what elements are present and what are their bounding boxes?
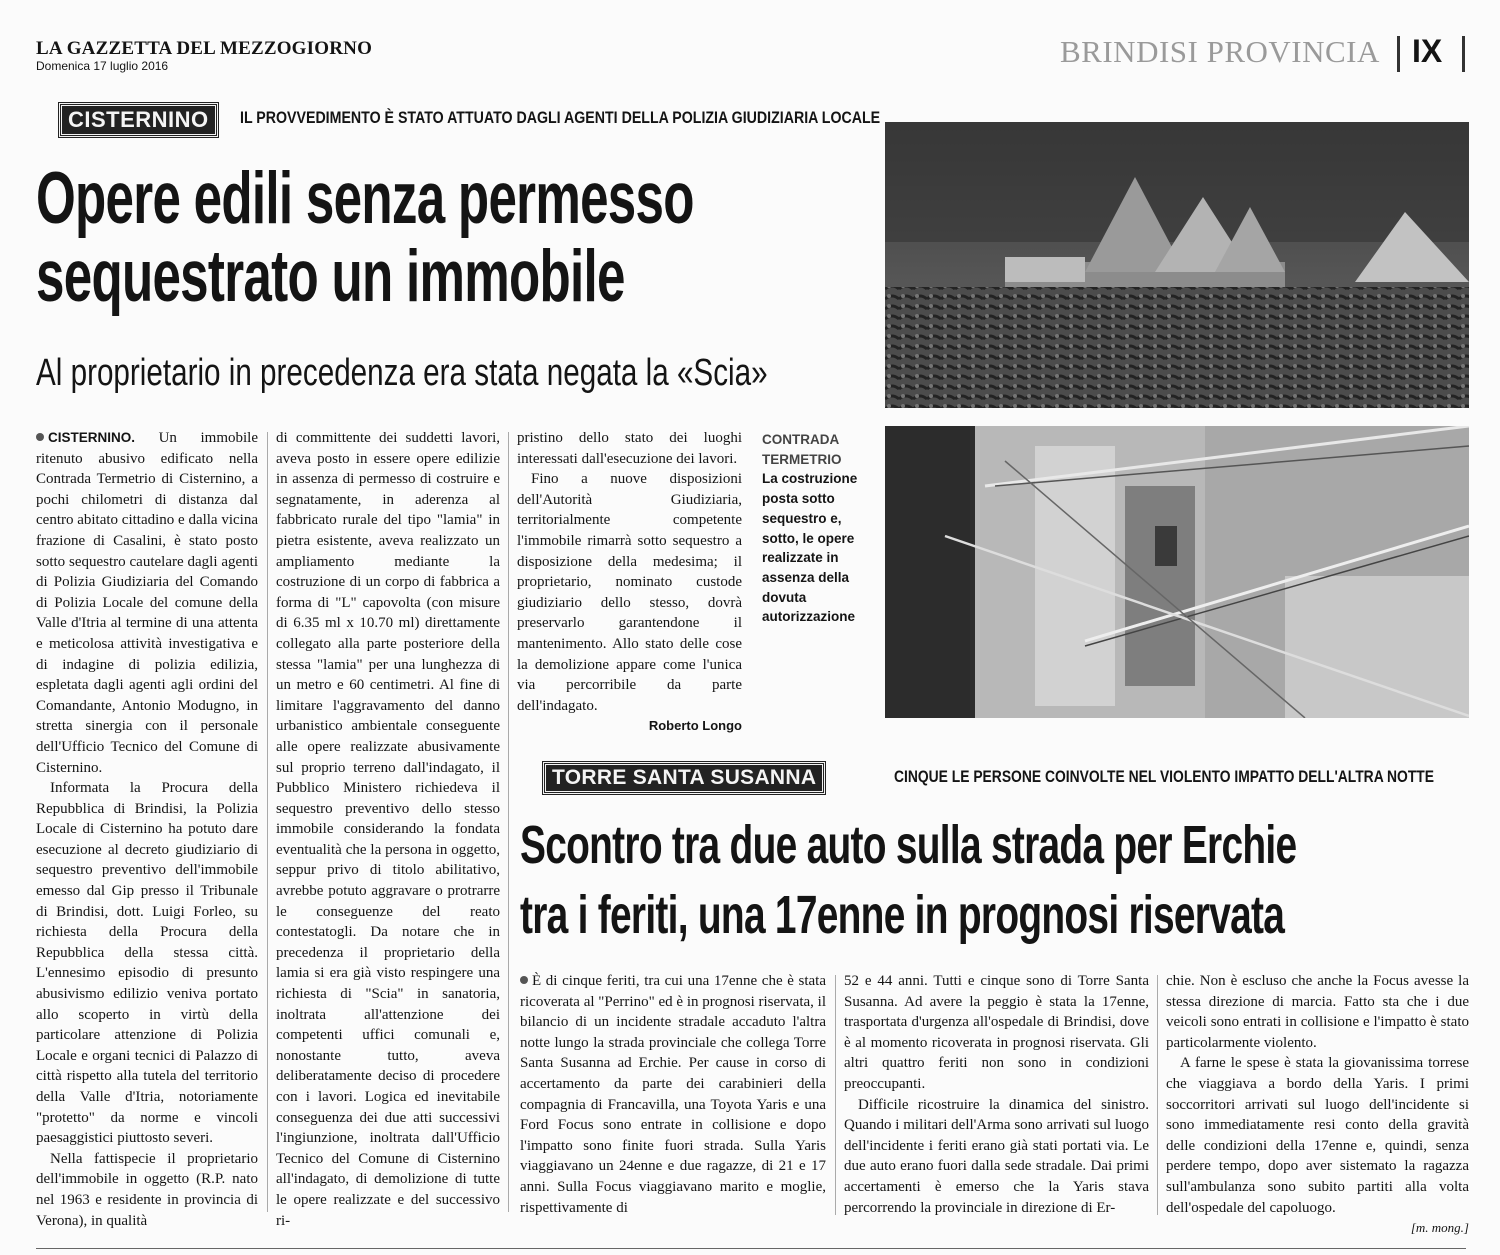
article1-column-1 bbox=[36, 428, 258, 1231]
article1-headline-line1: Opere edili senza permesso bbox=[36, 158, 694, 239]
page-number: IX bbox=[1412, 33, 1443, 69]
article2-column-2 bbox=[844, 971, 1149, 1218]
photo-caption bbox=[762, 430, 872, 627]
article2-kicker-sub: CINQUE LE PERSONE COINVOLTE NEL VIOLENTO IMPATTO DELL'ALTRA NOTTE bbox=[894, 768, 1435, 786]
article1-col1-p3: Nella fattispecie il proprietario dell'immobile in oggetto (R.P. nato nel 1963 e residente in provincia di Verona), in qualità bbox=[36, 1150, 258, 1229]
article2-col3-p1: chie. Non è escluso che anche la Focus avesse la stessa direzione di marcia. Fatto sta che i due veicoli sono entrati in collisione e l'impatto è stato particolarmente violento. bbox=[1166, 973, 1469, 1051]
article2-column-3 bbox=[1166, 971, 1469, 1239]
article1-col1-p2: Informata la Procura della Repubblica di Brindisi, la Polizia Locale di Cisternino ha potuto dare esecuzione al decreto giudiziario di sequestro preventivo dell'immobile emesso dal Gip presso il Tribunale di Brindisi, dott. Luigi Forleo, su richiesta della Procura della Repubblica della stessa città. L'ennesimo episodio di presunto abusivismo edilizio veniva portato allo scoperto in virtù della particolare attenzione di Polizia Locale e organi tecnici di Palazzo di città rispetto alla tutela del territorio della Valle d'Itria, notoriamente "protetto" da norme e vincoli paesaggistici piuttosto severi. bbox=[36, 780, 258, 1147]
article2-col1-p1: È di cinque feriti, tra cui una 17enne che è stata ricoverata al "Perrino" ed è in prognosi riservata, il bilancio di un incidente stradale accaduto l'altra notte lungo la strada provinciale che collega Torre Santa Susanna ad Erchie. Per cause in corso di accertamento da parte dei carabinieri della compagnia di Francavilla, una Toyota Yaris e una Ford Focus sono entrate in collisione e dopo l'impatto sono finite fuori strada. Sulla Yaris viaggiavano un 24enne e due ragazze, di 21 e 17 anni. Sulla Focus viaggiavano marito e moglie, rispettivamente di bbox=[520, 973, 826, 1216]
column-divider bbox=[835, 975, 836, 1215]
caption-title: CONTRADA TERMETRIO bbox=[762, 432, 842, 467]
article1-col2-p1: di committente dei suddetti lavori, aveva posto in essere opere edilizie in assenza di permesso di costruire e segnatamente, in aderenza al fabbricato rurale del tipo "lamia" in pietra esistente, aveva realizzato un ampliamento mediante la costruzione di un corpo di fabbrica a forma di "L" capovolta (con misure di 6.35 ml x 10.70 ml) direttamente collegato alla parte posteriore della stessa "lamia" per una lunghezza di un metro e 60 centimetri. Al fine di limitare l'aggravamento del danno urbanistico ambientale conseguente alle opere realizzate abusivamente sul proprio terreno dall'indagato, il Pubblico Ministero richiedeva il sequestro preventivo dello stesso immobile considerando la fondata eventualità che la persona in oggetto, seppur privo di titolo abilitativo, avrebbe potuto aggravare o protrarre le conseguenze del reato contestatogli. Da notare che in precedenza il proprietario della lamia si era già visto respingere una richiesta di "Scia" in sanatoria, inoltrata all'attenzione dei competenti uffici comunali e, nonostante tutto, aveva deliberatamente deciso di procedere con i lavori. Logica ed inevitabile conseguenza dei due atti successivi l'ingiunzione, inoltrata dall'Ufficio Tecnico del Comune di Cisternino all'indagato, di demolizione di tutte le opere realizzate e del successivo ri- bbox=[276, 430, 500, 1229]
trulli-vineyard-image bbox=[885, 122, 1469, 408]
article2-col3-p2: A farne le spese è stata la giovanissima torrese che viaggiava a bordo della Yaris. I primi soccorritori arrivati sul luogo dell'incidente si sono immediatamente resi conto della gravità delle condizioni della 17enne e, quindi, senza perdere tempo, dopo aver sistemato la ragazza sull'ambulanza sono subito partiti alla volta dell'ospedale del capoluogo. bbox=[1166, 1055, 1469, 1216]
photo-seized-building bbox=[885, 426, 1469, 718]
column-divider bbox=[1157, 975, 1158, 1215]
article1-dateline: CISTERNINO. bbox=[48, 430, 136, 445]
article1-column-3 bbox=[517, 428, 742, 737]
article1-col3-p2: Fino a nuove disposizioni dell'Autorità Giudiziaria, territorialmente competente l'immobile rimarrà sotto sequestro a disposizione della medesima; il proprietario, nominato custode giudiziario dello stesso, dovrà preservarlo garantendone il mantenimento. Allo stato delle cose la demolizione appare come l'unica via percorribile da parte dell'indagato. bbox=[517, 471, 742, 714]
article2-headline bbox=[520, 810, 1296, 950]
caption-text: La costruzione posta sotto sequestro e, sotto, le opere realizzate in assenza della dovuta autorizzazione bbox=[762, 471, 858, 625]
article2-signature: [m. mong.] bbox=[1410, 1220, 1469, 1236]
page-edge-rule bbox=[1462, 36, 1465, 72]
article2-kicker: TORRE SANTA SUSANNA bbox=[543, 762, 825, 794]
seized-building-image bbox=[885, 426, 1469, 718]
article2-headline-line1: Scontro tra due auto sulla strada per Erchie bbox=[520, 815, 1297, 875]
article2-col2-p2: Difficile ricostruire la dinamica del sinistro. Quando i militari dell'Arma sono arrivati sul luogo dell'incidente i feriti erano già stati portati via. Le due auto erano fuori dalla sede stradale. Dai primi accertamenti è emerso che la Yaris stava percorrendo la provinciale in direzione di Er- bbox=[844, 1096, 1149, 1216]
article2-col2-p1: 52 e 44 anni. Tutti e cinque sono di Torre Santa Susanna. Ad avere la peggio è stata la 17enne, trasportata d'urgenza all'ospedale di Brindisi, dove è al momento ricoverata in prognosi riservata. Gli altri quattro feriti non sono in condizioni preoccupanti. bbox=[844, 973, 1149, 1092]
section-separator bbox=[1397, 36, 1400, 72]
photo-trulli-vineyard bbox=[885, 122, 1469, 408]
article1-column-2 bbox=[276, 428, 500, 1231]
article1-signature: Roberto Longo bbox=[648, 718, 742, 734]
section-title: BRINDISI PROVINCIA bbox=[1060, 34, 1380, 69]
article1-headline-line2: sequestrato un immobile bbox=[36, 236, 625, 317]
article2-headline-line2: tra i feriti, una 17enne in prognosi riservata bbox=[520, 885, 1285, 945]
bullet-icon bbox=[36, 433, 44, 441]
article1-subheadline: Al proprietario in precedenza era stata negata la «Scia» bbox=[36, 352, 768, 394]
column-divider bbox=[267, 432, 268, 1212]
article1-col1-p1: Un immobile ritenuto abusivo edificato nella Contrada Termetrio di Cisternino, a pochi chilometri di distanza dal centro abitato cittadino e dalla vicina frazione di Casalini, è stato posto sotto sequestro cautelare dagli agenti di Polizia Giudiziaria del Comando di Polizia Locale del comune della Valle d'Itria al termine di una attenta e meticolosa attività investigativa e di indagine di polizia edilizia, espletata dagli agenti agli ordini del Comandante, Antonio Modugno, in stretta sinergia con il personale dell'Ufficio Tecnico del Comune di Cisternino. bbox=[36, 430, 258, 776]
issue-date: Domenica 17 luglio 2016 bbox=[36, 59, 169, 73]
article2-column-1 bbox=[520, 971, 826, 1218]
article1-kicker-sub: IL PROVVEDIMENTO È STATO ATTUATO DAGLI AGENTI DELLA POLIZIA GIUDIZIARIA LOCALE bbox=[240, 109, 881, 127]
bottom-rule bbox=[36, 1248, 1466, 1249]
article1-headline bbox=[36, 158, 694, 317]
column-divider bbox=[508, 432, 509, 1212]
masthead: LA GAZZETTA DEL MEZZOGIORNO bbox=[36, 38, 373, 59]
article1-kicker: CISTERNINO bbox=[59, 103, 218, 137]
bullet-icon bbox=[520, 976, 528, 984]
article1-col3-p1: pristino dello stato dei luoghi interessati dall'esecuzione dei lavori. bbox=[517, 430, 742, 467]
